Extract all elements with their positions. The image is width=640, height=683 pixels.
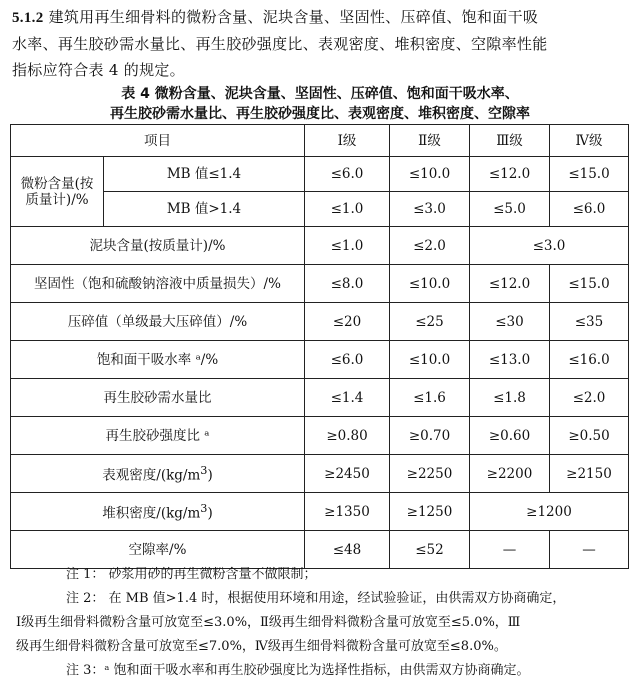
table-row xyxy=(11,157,629,192)
table-row xyxy=(11,192,629,227)
cell: ≤1.4 xyxy=(305,379,390,417)
cell: ≥0.70 xyxy=(390,417,470,455)
cell: ≥2250 xyxy=(390,455,470,493)
header-item: 项目 xyxy=(11,125,305,157)
intro-line-1: 建筑用再生细骨料的微粉含量、泥块含量、坚固性、压碎值、饱和面干吸 xyxy=(48,8,539,26)
clause-number: 5.1.2 xyxy=(12,10,44,26)
mb-high-label: MB 值>1.4 xyxy=(104,192,305,227)
note-2: 注 2： 在 MB 值>1.4 时，根据使用环境和用途，经试验验证，由供需双方协商确定， xyxy=(66,591,566,606)
table-row xyxy=(11,227,629,265)
table-row xyxy=(11,341,629,379)
cell: ≤1.0 xyxy=(305,227,390,265)
cell: ≤10.0 xyxy=(390,265,470,303)
note-2-continued: Ⅰ级再生细骨料微粉含量可放宽至≤3.0%，Ⅱ级再生细骨料微粉含量可放宽至≤5.0%，Ⅲ xyxy=(16,615,521,630)
table-row xyxy=(11,303,629,341)
cell: ≤1.0 xyxy=(305,192,390,227)
table-caption-line-1: 表 4 微粉含量、泥块含量、坚固性、压碎值、饱和面干吸水率、 xyxy=(121,86,519,102)
spec-table xyxy=(10,124,629,569)
water-ratio-label: 再生胶砂需水量比 xyxy=(11,379,305,417)
table-row xyxy=(11,455,629,493)
cell: ≥1200 xyxy=(470,493,629,531)
apparent-density-label: 表观密度$/(kg/m^3)$ xyxy=(11,455,305,493)
cell: ≤15.0 xyxy=(550,265,629,303)
table-row xyxy=(11,417,629,455)
table-caption-line-2: 再生胶砂需水量比、再生胶砂强度比、表观密度、堆积密度、空隙率 xyxy=(110,106,530,122)
cell: ≤6.0 xyxy=(550,192,629,227)
cell: ≤1.6 xyxy=(390,379,470,417)
cell: ≤30 xyxy=(470,303,550,341)
intro-line-2: 水率、再生胶砂需水量比、再生胶砂强度比、表观密度、堆积密度、空隙率性能 xyxy=(12,35,548,53)
cell: ≤1.8 xyxy=(470,379,550,417)
cell: ≤25 xyxy=(390,303,470,341)
cell: — xyxy=(470,531,550,569)
cell: ≤48 xyxy=(305,531,390,569)
note-1: 注 1： 砂浆用砂的再生微粉含量不做限制； xyxy=(66,567,317,582)
intro-line-3: 指标应符合表 4 的规定。 xyxy=(12,61,185,79)
strength-ratio-label: 再生胶砂强度比 ᵃ xyxy=(11,417,305,455)
cell: ≤35 xyxy=(550,303,629,341)
cell: ≤52 xyxy=(390,531,470,569)
crushing-label: 压碎值（单级最大压碎值）/% xyxy=(11,303,305,341)
table-row xyxy=(11,493,629,531)
cell: ≤12.0 xyxy=(470,265,550,303)
cell: ≥2450 xyxy=(305,455,390,493)
header-row xyxy=(11,125,629,157)
cell: — xyxy=(550,531,629,569)
table-row xyxy=(11,265,629,303)
cell: ≥1250 xyxy=(390,493,470,531)
header-grade-4: Ⅳ级 xyxy=(550,125,629,157)
clay-label: 泥块含量(按质量计)/% xyxy=(11,227,305,265)
cell: ≤8.0 xyxy=(305,265,390,303)
cell: ≥2200 xyxy=(470,455,550,493)
soundness-label: 坚固性（饱和硫酸钠溶液中质量损失）/% xyxy=(11,265,305,303)
cell: ≥0.60 xyxy=(470,417,550,455)
header-grade-3: Ⅲ级 xyxy=(470,125,550,157)
absorption-label: 饱和面干吸水率 ᵃ/% xyxy=(11,341,305,379)
mb-low-label: MB 值≤1.4 xyxy=(104,157,305,192)
voids-label: 空隙率/% xyxy=(11,531,305,569)
cell: ≥0.80 xyxy=(305,417,390,455)
table-notes xyxy=(10,563,635,683)
cell: ≤6.0 xyxy=(305,341,390,379)
cell: ≤2.0 xyxy=(390,227,470,265)
table-row xyxy=(11,379,629,417)
note-2-continued: 级再生细骨料微粉含量可放宽至≤7.0%，Ⅳ级再生细骨料微粉含量可放宽至≤8.0%。 xyxy=(16,639,507,654)
cell: ≥0.50 xyxy=(550,417,629,455)
header-grade-2: Ⅱ级 xyxy=(390,125,470,157)
note-3: 注 3：ᵃ 饱和面干吸水率和再生胶砂强度比为选择性指标，由供需双方协商确定。 xyxy=(66,663,530,678)
fines-content-label: 微粉含量(按 质量计)/% xyxy=(11,157,104,227)
cell: ≤16.0 xyxy=(550,341,629,379)
intro-paragraph xyxy=(12,4,632,83)
cell: ≤6.0 xyxy=(305,157,390,192)
cell: ≤13.0 xyxy=(470,341,550,379)
cell: ≤20 xyxy=(305,303,390,341)
cell: ≤15.0 xyxy=(550,157,629,192)
cell: ≤2.0 xyxy=(550,379,629,417)
bulk-density-label: 堆积密度$/(kg/m^3)$ xyxy=(11,493,305,531)
cell: ≥2150 xyxy=(550,455,629,493)
cell: ≥1350 xyxy=(305,493,390,531)
cell: ≤12.0 xyxy=(470,157,550,192)
cell: ≤3.0 xyxy=(390,192,470,227)
cell: ≤10.0 xyxy=(390,157,470,192)
cell: ≤10.0 xyxy=(390,341,470,379)
header-grade-1: Ⅰ级 xyxy=(305,125,390,157)
cell: ≤3.0 xyxy=(470,227,629,265)
cell: ≤5.0 xyxy=(470,192,550,227)
